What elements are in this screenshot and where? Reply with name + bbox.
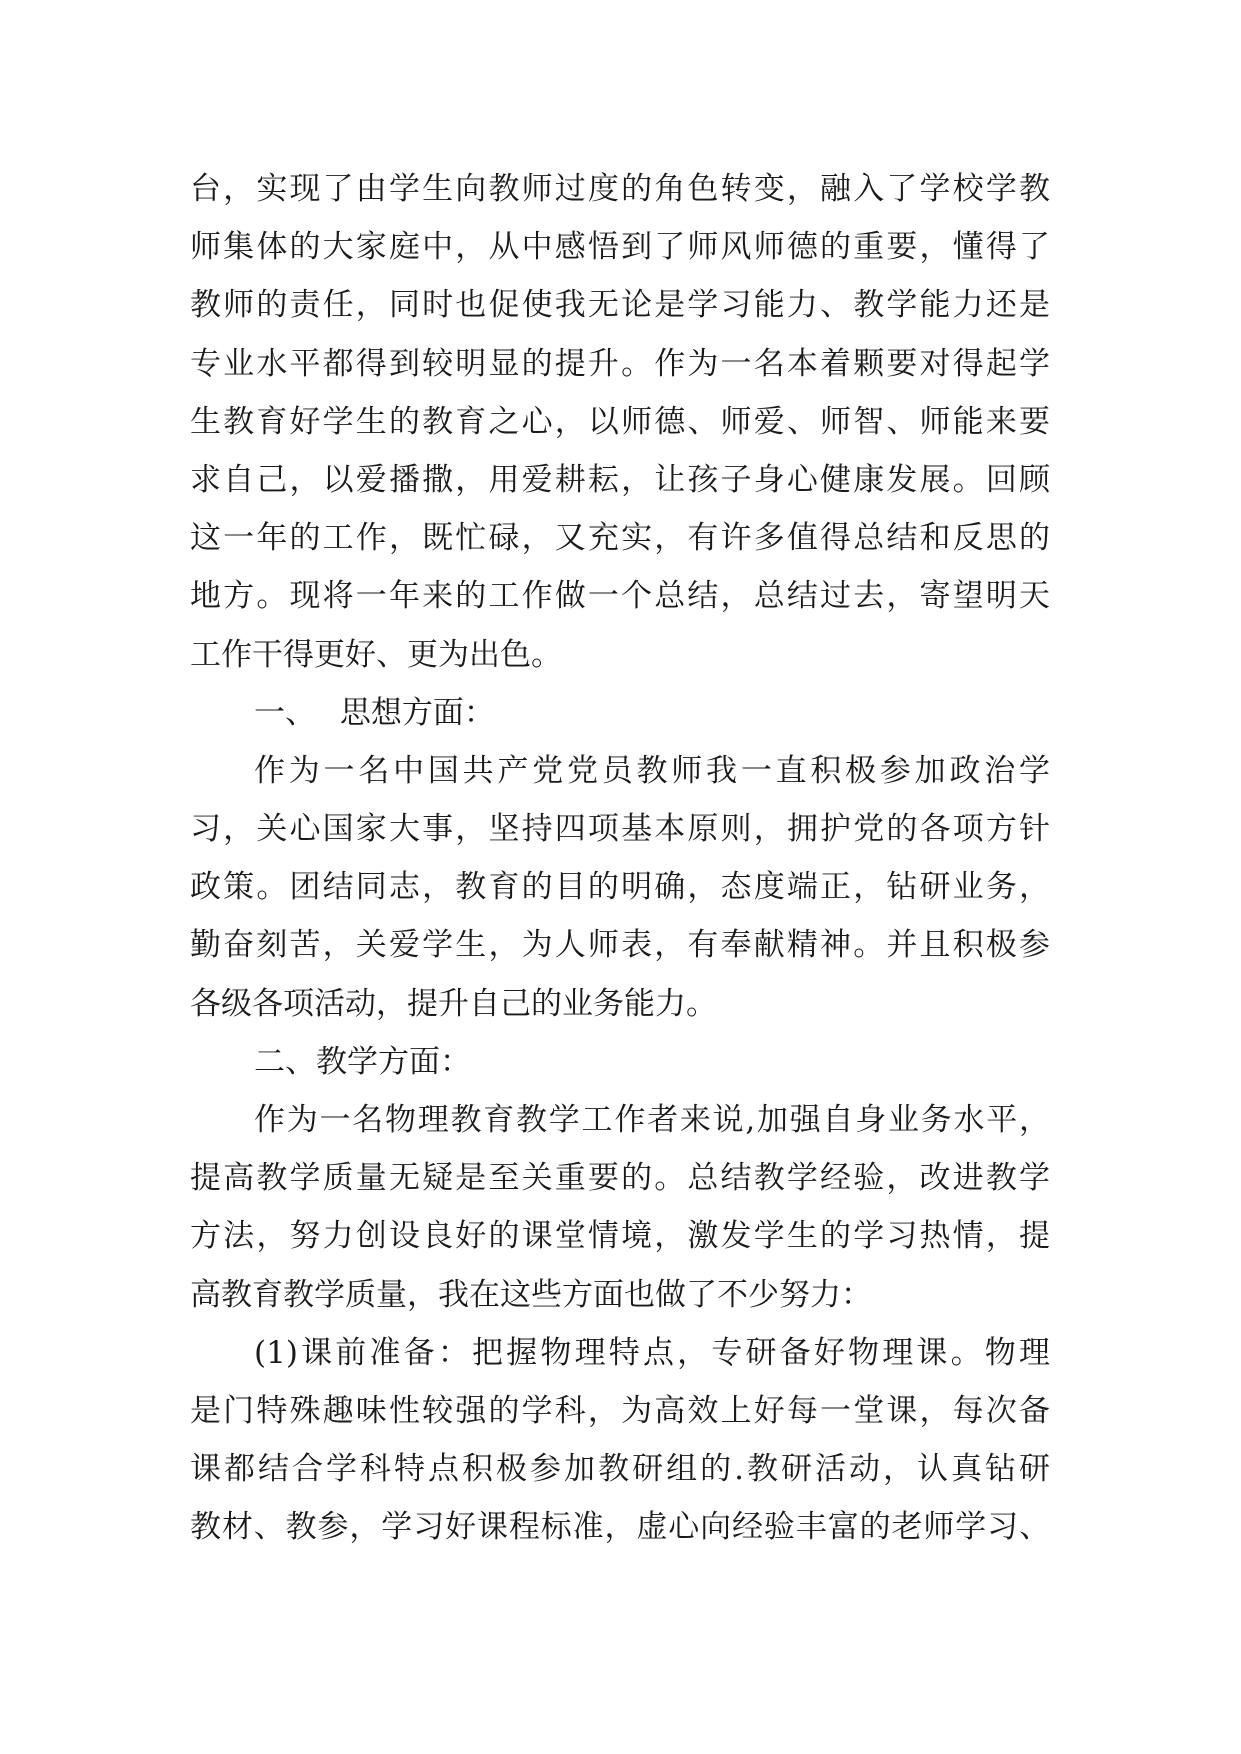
section-heading-teaching: 二、教学方面：	[254, 1043, 471, 1080]
document-page	[190, 160, 1050, 1557]
text-line: 专业水平都得到较明显的提升。作为一名本着颗要对得起学	[190, 345, 1050, 382]
paragraph-teaching	[190, 1091, 1050, 1324]
text-line: 工作干得更好、更为出色。	[190, 636, 562, 673]
text-line: 地方。现将一年来的工作做一个总结，总结过去，寄望明天	[190, 578, 1050, 615]
text-line: 教材、教参，学习好课程标准，虚心向经验丰富的老师学习、	[190, 1509, 1050, 1546]
paragraph-thought	[190, 742, 1050, 1033]
section-heading-thought: 一、 思想方面：	[254, 694, 495, 731]
text-line: 勤奋刻苦，关爱学生，为人师表，有奉献精神。并且积极参	[190, 927, 1050, 964]
text-line: 高教育教学质量，我在这些方面也做了不少努力：	[190, 1276, 872, 1313]
text-line: 作为一名物理教育教学工作者来说,加强自身业务水平，	[254, 1102, 1050, 1138]
text-line: 求自己，以爱播撒，用爱耕耘，让孩子身心健康发展。回顾	[190, 461, 1050, 498]
text-line: 课都结合学科特点积极参加教研组的.教研活动，认真钻研	[190, 1451, 1050, 1488]
text-line: 教师的责任，同时也促使我无论是学习能力、教学能力还是	[190, 287, 1050, 324]
text-line: 生教育好学生的教育之心，以师德、师爱、师智、师能来要	[190, 403, 1050, 440]
paragraph-intro	[190, 160, 1050, 684]
text-line: 作为一名中国共产党党员教师我一直积极参加政治学	[254, 752, 1050, 789]
text-line: 方法，努力创设良好的课堂情境，激发学生的学习热情，提	[190, 1218, 1050, 1255]
paragraph-lesson-prep	[190, 1324, 1050, 1557]
text-line: 习，关心国家大事，坚持四项基本原则，拥护党的各项方针	[190, 811, 1050, 848]
text-line: 台，实现了由学生向教师过度的角色转变，融入了学校学教	[190, 171, 1050, 207]
text-line: 师集体的大家庭中，从中感悟到了师风师德的重要，懂得了	[190, 229, 1050, 266]
text-line: 是门特殊趣味性较强的学科，为高效上好每一堂课，每次备	[190, 1392, 1050, 1429]
text-line: 提高教学质量无疑是至关重要的。总结教学经验，改进教学	[190, 1160, 1050, 1197]
text-line: 政策。团结同志，教育的目的明确，态度端正，钻研业务，	[190, 869, 1050, 906]
text-line: 各级各项活动，提升自己的业务能力。	[190, 985, 717, 1022]
text-line: 这一年的工作，既忙碌，又充实，有许多值得总结和反思的	[190, 520, 1050, 557]
text-line: (1)课前准备：把握物理特点，专研备好物理课。物理	[254, 1334, 1050, 1371]
